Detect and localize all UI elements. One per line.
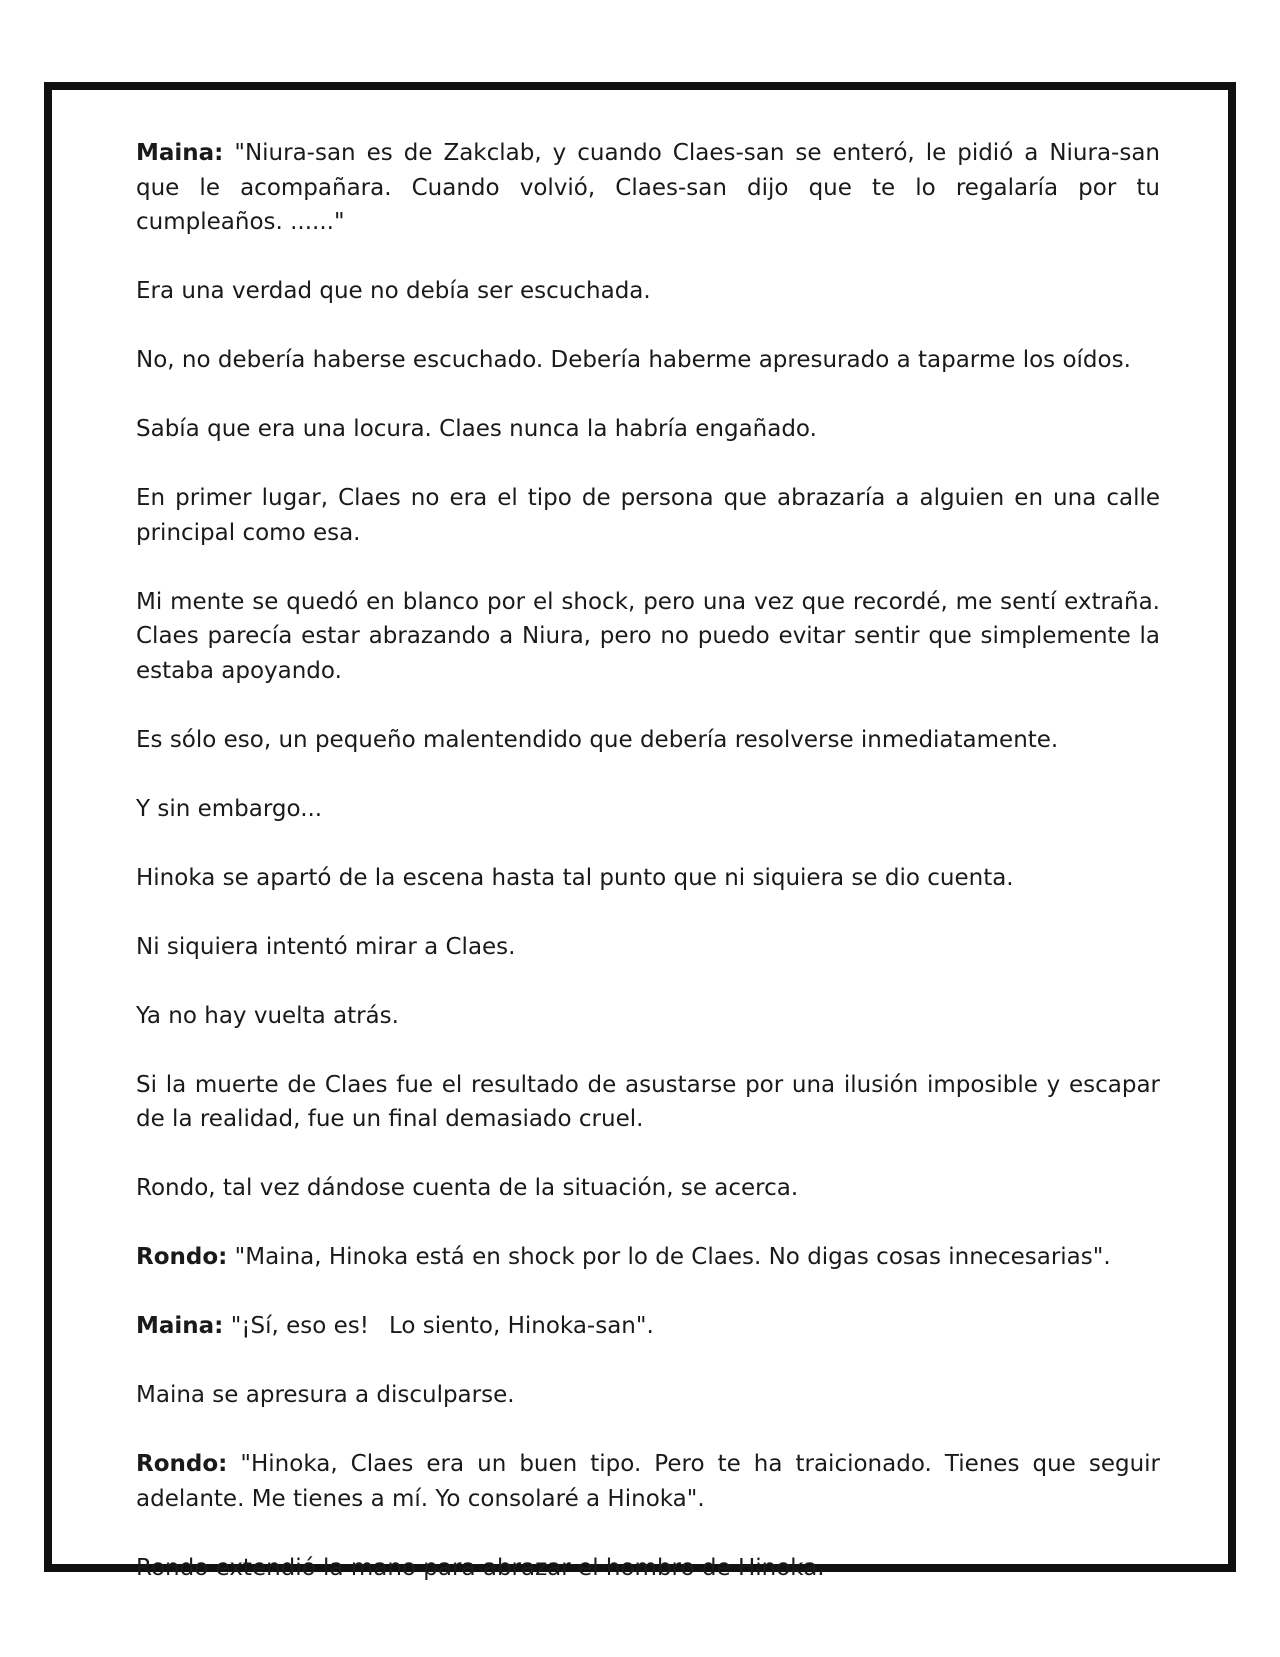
speaker-label: Rondo:: [136, 1244, 228, 1270]
dialogue-text-continued: Lo siento, Hinoka-san".: [388, 1313, 654, 1339]
story-text: [136, 136, 1160, 1585]
speaker-label: Rondo:: [136, 1451, 228, 1477]
paragraph: Rondo extendió la mano para abrazar el hombro de Hinoka.: [136, 1554, 825, 1581]
dialogue-text: "Hinoka, Claes era un buen tipo. Pero te ha traicionado. Tienes que seguir adelante. Me tienes a mí. Yo consolaré a Hinoka".: [136, 1451, 1161, 1512]
paragraph-dialogue-rondo-2: [136, 1447, 1160, 1516]
paragraph: Hinoka se apartó de la escena hasta tal punto que ni siquiera se dio cuenta.: [136, 864, 1014, 891]
dialogue-text: "¡Sí, eso es!: [230, 1313, 369, 1339]
dialogue-text: "Niura-san es de Zakclab, y cuando Claes-san se enteró, le pidió a Niura-san que le acompañara. Cuando volvió, Claes-san dijo que te lo regalaría por tu cumpleaños. ......": [136, 140, 1160, 235]
paragraph: Rondo, tal vez dándose cuenta de la situación, se acerca.: [136, 1175, 799, 1201]
paragraph: Ya no hay vuelta atrás.: [136, 1002, 399, 1029]
dialogue-text: "Maina, Hinoka está en shock por lo de Claes. No digas cosas innecesarias".: [234, 1244, 1111, 1270]
paragraph: Maina se apresura a disculparse.: [136, 1382, 515, 1408]
paragraph: Es sólo eso, un pequeño malentendido que debería resolverse inmediatamente.: [136, 726, 1059, 753]
paragraph: Si la muerte de Claes fue el resultado de asustarse por una ilusión imposible y escapar de la realidad, fue un final demasiado cruel.: [136, 1071, 1160, 1132]
paragraph: Mi mente se quedó en blanco por el shock, pero una vez que recordé, me sentí extraña. Claes parecía estar abrazando a Niura, pero no puedo evitar sentir que simplemente la estaba apoyando.: [136, 588, 1160, 684]
paragraph: Era una verdad que no debía ser escuchada.: [136, 278, 651, 304]
speaker-label: Maina:: [136, 1313, 224, 1339]
paragraph-dialogue-rondo-1: [136, 1240, 1160, 1275]
paragraph-dialogue-maina-1: [136, 136, 1160, 240]
paragraph: Sabía que era una locura. Claes nunca la habría engañado.: [136, 416, 817, 442]
paragraph: Y sin embargo...: [136, 795, 323, 822]
paragraph: No, no debería haberse escuchado. Debería haberme apresurado a taparme los oídos.: [136, 347, 1131, 373]
speaker-label: Maina:: [136, 140, 224, 166]
paragraph: Ni siquiera intentó mirar a Claes.: [136, 933, 516, 960]
paragraph: En primer lugar, Claes no era el tipo de persona que abrazaría a alguien en una calle principal como esa.: [136, 485, 1160, 546]
page-frame: [44, 82, 1236, 1581]
paragraph-dialogue-maina-2: [136, 1309, 1160, 1344]
